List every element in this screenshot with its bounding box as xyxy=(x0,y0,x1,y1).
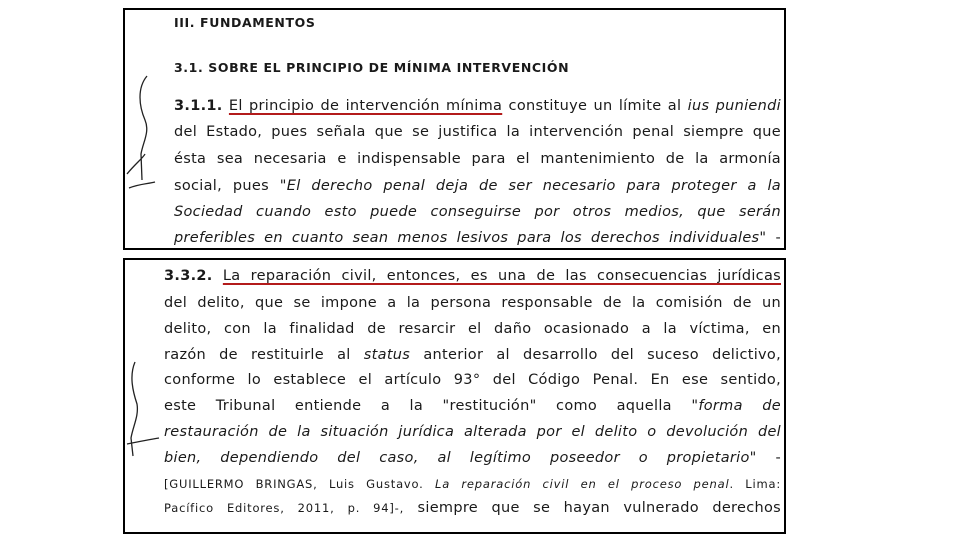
paragraph-line: Pacífico Editores, 2011, p. 94]-, siempre que se hayan vulnerado derechos xyxy=(164,500,781,516)
handwritten-margin-mark xyxy=(125,68,185,208)
paragraph-line: del Estado, pues señala que se justifica la intervención penal siempre que xyxy=(174,124,781,140)
excerpt-frame-reparacion-civil xyxy=(123,258,786,534)
paragraph-line: delito, con la finalidad de resarcir el daño ocasionado a la víctima, en xyxy=(164,321,781,337)
handwritten-margin-mark xyxy=(125,358,185,468)
paragraph-line: ésta sea necesaria e indispensable para el mantenimiento de la armonía xyxy=(174,151,781,167)
paragraph-number: 3.3.2. xyxy=(164,268,213,284)
paragraph-line: este Tribunal entiende a la "restitución" como aquella "forma de xyxy=(164,398,781,414)
citation-line: [GUILLERMO BRINGAS, Luis Gustavo. La reparación civil en el proceso penal. Lima: xyxy=(164,477,781,491)
paragraph-line: razón de restituirle al status anterior al desarrollo del suceso delictivo, xyxy=(164,347,782,363)
paragraph-line: 3.1.1. El principio de intervención mínima constituye un límite al ius puniendi xyxy=(174,98,781,114)
paragraph-line: social, pues "El derecho penal deja de ser necesario para proteger a la xyxy=(174,178,781,194)
paragraph-line: Sociedad cuando esto puede conseguirse por otros medios, que serán xyxy=(174,204,781,220)
underlined-phrase: La reparación civil, entonces, es una de las consecuencias jurídicas xyxy=(222,268,781,284)
paragraph-number: 3.1.1. xyxy=(174,98,223,114)
paragraph-line: conforme lo establece el artículo 93° del Código Penal. En ese sentido, xyxy=(164,372,781,388)
paragraph-line xyxy=(164,268,781,284)
paragraph-line: preferibles en cuanto sean menos lesivos para los derechos individuales" - xyxy=(174,230,781,246)
section-heading: III. FUNDAMENTOS xyxy=(174,15,316,30)
paragraph-line: del delito, que se impone a la persona responsable de la comisión de un xyxy=(164,295,781,311)
paragraph-line: bien, dependiendo del caso, al legítimo poseedor o propietario" - xyxy=(164,450,781,466)
underlined-phrase: El principio de intervención mínima xyxy=(228,98,503,114)
excerpt-frame-fundamentos xyxy=(123,8,786,250)
subsection-heading: 3.1. SOBRE EL PRINCIPIO DE MÍNIMA INTERVENCIÓN xyxy=(174,60,570,75)
paragraph-line: restauración de la situación jurídica alterada por el delito o devolución del xyxy=(164,424,781,440)
